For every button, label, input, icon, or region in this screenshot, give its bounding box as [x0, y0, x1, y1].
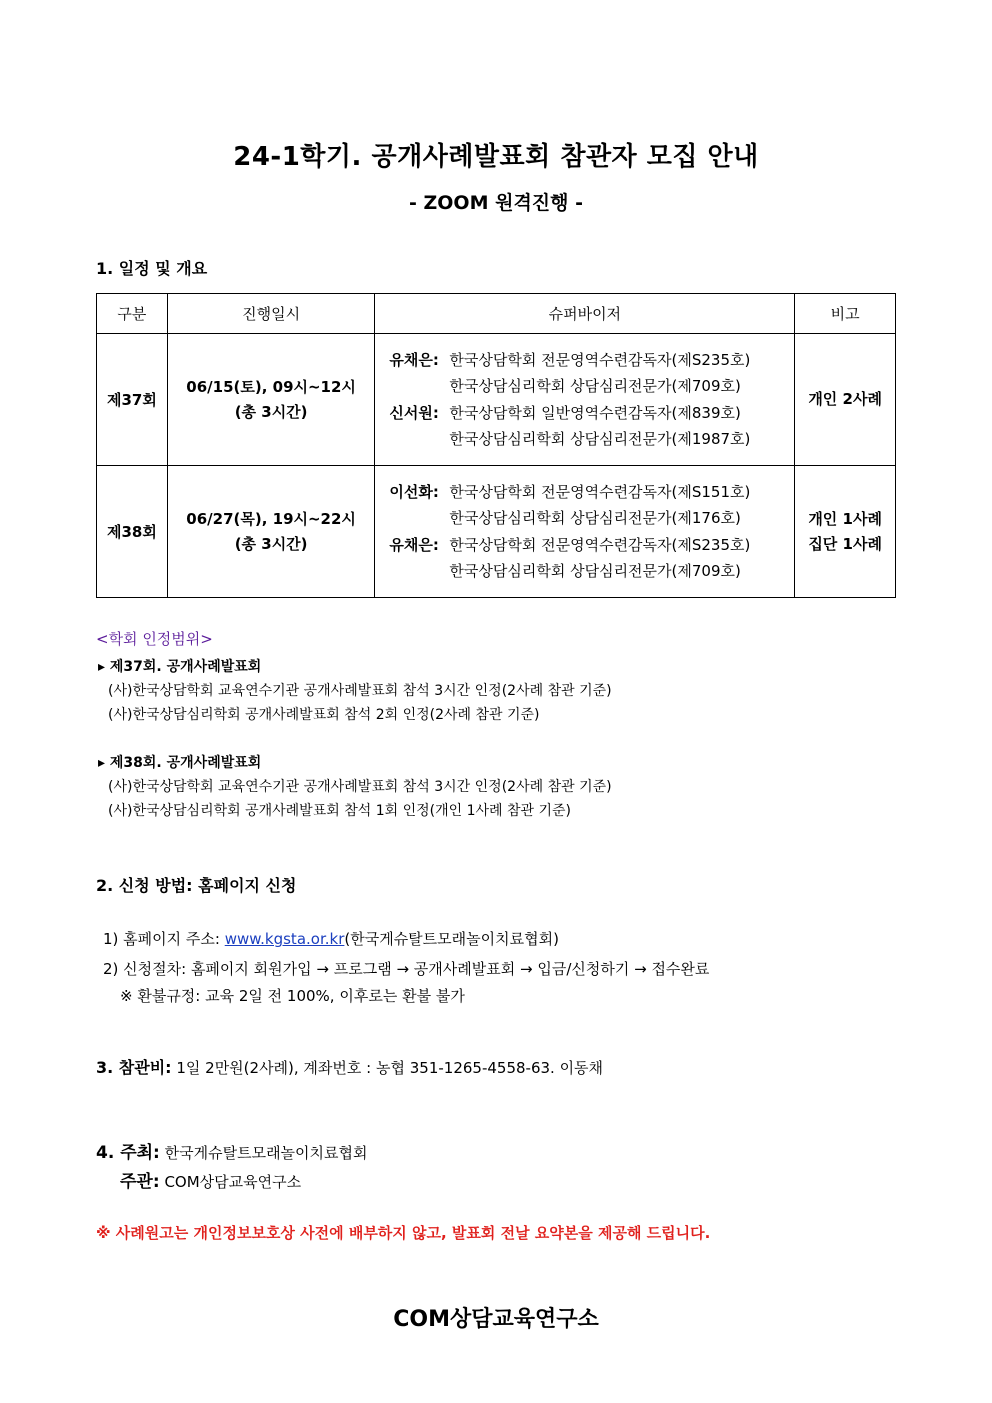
- supervisor-affiliation: 한국상담심리학회 상담심리전문가(제709호): [449, 562, 741, 580]
- host-value: 한국게슈탈트모래놀이치료협회: [164, 1144, 368, 1162]
- organizer-label: 주관:: [120, 1172, 160, 1192]
- session-cell: 제38회: [97, 466, 168, 598]
- header-cell: 진행일시: [167, 294, 375, 334]
- supervisor-affiliation: 한국상담심리학회 상담심리전문가(제1987호): [449, 430, 751, 448]
- recognition-group-title: ▸ 제38회. 공개사례발표회: [98, 755, 262, 771]
- section-3: [96, 1055, 603, 1078]
- footer-organization: COM상담교육연구소: [393, 1307, 599, 1332]
- supervisor-affiliation: 한국상담심리학회 상담심리전문가(제176호): [449, 509, 741, 527]
- date-text: 06/27(목), 19시~22시: [186, 509, 356, 528]
- section-3-value: 1일 2만원(2사례), 계좌번호 : 농협 351-1265-4558-63. 이동채: [176, 1059, 604, 1077]
- section-2-heading: [96, 873, 296, 896]
- section-1-heading: 1. 일정 및 개요: [96, 259, 208, 278]
- note-text: 개인 2사례: [808, 390, 882, 408]
- host-label: 4. 주최:: [96, 1143, 160, 1163]
- note-cell: [795, 466, 896, 598]
- note-text: 개인 1사례: [808, 509, 882, 528]
- supervisor-name: 신서원:: [389, 403, 439, 422]
- date-text: 06/15(토), 09시~12시: [186, 377, 356, 396]
- homepage-label: 1) 홈페이지 주소:: [103, 930, 220, 948]
- recognition-line: (사)한국상담심리학회 공개사례발표회 참석 1회 인정(개인 1사례 참관 기준): [108, 803, 572, 819]
- organizer-value: COM상담교육연구소: [164, 1173, 302, 1191]
- supervisor-cell: [375, 334, 795, 466]
- recognition-heading: <학회 인정범위>: [96, 630, 213, 648]
- date-cell: [167, 466, 375, 598]
- duration-text: (총 3시간): [234, 534, 308, 553]
- signup-item-2: 2) 신청절차: 홈페이지 회원가입 → 프로그램 → 공개사례발표회 → 입금/신청하기 → 접수완료: [103, 960, 710, 978]
- supervisor-name: 유채은:: [389, 535, 439, 554]
- section-4-organizer: [120, 1167, 301, 1192]
- recognition-group-title: ▸ 제37회. 공개사례발표회: [98, 659, 262, 675]
- header-cell: 비고: [795, 294, 896, 334]
- session-cell: 제37회: [97, 334, 168, 466]
- recognition-line: (사)한국상담학회 교육연수기관 공개사례발표회 참석 3시간 인정(2사례 참관 기준): [108, 779, 612, 795]
- homepage-org: (한국게슈탈트모래놀이치료협회): [344, 930, 559, 948]
- supervisor-affiliation: 한국상담학회 전문영역수련감독자(제S235호): [449, 535, 751, 554]
- date-cell: [167, 334, 375, 466]
- section-3-label: 3. 참관비:: [96, 1058, 172, 1077]
- supervisor-name: 이선화:: [389, 482, 439, 501]
- section-4-host: [96, 1138, 368, 1163]
- supervisor-name: 유채은:: [389, 350, 439, 369]
- header-cell: 구분: [97, 294, 168, 334]
- refund-policy: ※ 환불규정: 교육 2일 전 100%, 이후로는 환불 불가: [120, 987, 465, 1005]
- table-row: [97, 334, 896, 466]
- schedule-table: [96, 293, 896, 598]
- notice-text: ※ 사례원고는 개인정보보호상 사전에 배부하지 않고, 발표회 전날 요약본을 제공해 드립니다.: [96, 1224, 711, 1242]
- section-2-value: 홈페이지 신청: [198, 876, 297, 895]
- signup-item-1: [103, 928, 559, 949]
- page-title: 24-1학기. 공개사례발표회 참관자 모집 안내: [233, 142, 759, 172]
- note-cell: [795, 334, 896, 466]
- supervisor-affiliation: 한국상담학회 전문영역수련감독자(제S151호): [449, 482, 751, 501]
- homepage-link[interactable]: www.kgsta.or.kr: [224, 930, 345, 948]
- supervisor-affiliation: 한국상담심리학회 상담심리전문가(제709호): [449, 377, 741, 395]
- recognition-line: (사)한국상담심리학회 공개사례발표회 참석 2회 인정(2사례 참관 기준): [108, 707, 540, 723]
- page-subtitle: - ZOOM 원격진행 -: [408, 192, 584, 214]
- table-header-row: [97, 294, 896, 334]
- recognition-line: (사)한국상담학회 교육연수기관 공개사례발표회 참석 3시간 인정(2사례 참관 기준): [108, 683, 612, 699]
- duration-text: (총 3시간): [234, 402, 308, 421]
- note-text: 집단 1사례: [808, 534, 882, 553]
- supervisor-affiliation: 한국상담학회 일반영역수련감독자(제839호): [449, 403, 741, 422]
- table-row: [97, 466, 896, 598]
- header-cell: 슈퍼바이저: [375, 294, 795, 334]
- supervisor-cell: [375, 466, 795, 598]
- section-2-label: 2. 신청 방법:: [96, 876, 193, 895]
- supervisor-affiliation: 한국상담학회 전문영역수련감독자(제S235호): [449, 350, 751, 369]
